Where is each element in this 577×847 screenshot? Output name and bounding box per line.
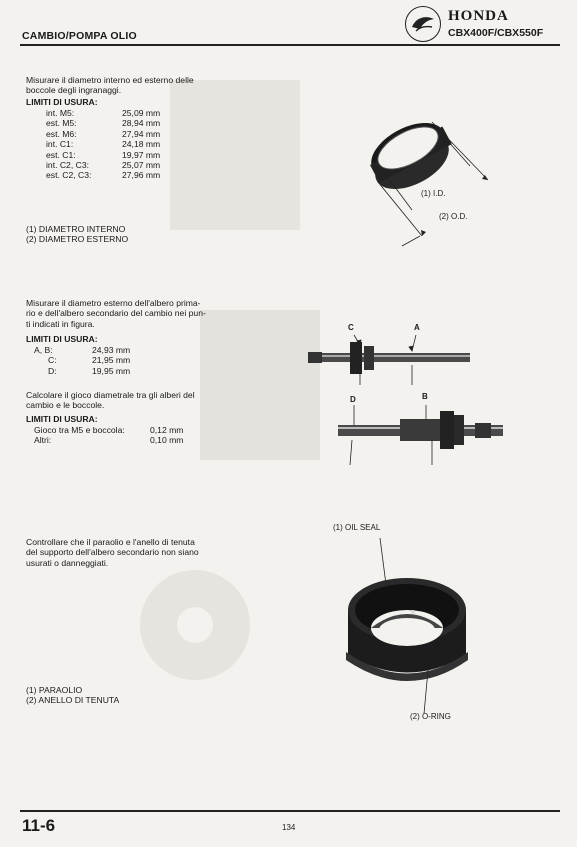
wear-limits-table <box>46 108 160 181</box>
table-row <box>34 355 130 365</box>
table-row <box>34 366 130 376</box>
instruction-line: Misurare il diametro interno ed esterno delle <box>26 75 194 85</box>
legend-item: (1) PARAOLIO <box>26 685 83 695</box>
limit-label: int. C1: <box>46 139 74 150</box>
page-number: 11-6 <box>22 816 56 835</box>
arrow-icon <box>482 175 488 180</box>
honda-wing-logo <box>405 6 441 42</box>
limit-value: 19,95 mm <box>92 365 131 376</box>
secondary-shaft <box>338 411 503 449</box>
limit-label: D: <box>48 365 57 376</box>
sheet-number: 134 <box>282 823 296 832</box>
clearance-limits-table <box>34 425 183 446</box>
table-row <box>34 435 183 445</box>
section2-instruction <box>26 298 206 329</box>
limits-title: LIMITI DI USURA: <box>26 414 98 424</box>
instruction-line: cambio e le boccole. <box>26 400 105 411</box>
instruction-line: boccole degli ingranaggi. <box>26 85 122 96</box>
table-row <box>34 425 183 435</box>
header-rule <box>20 44 560 46</box>
limit-value: 25,09 mm <box>122 108 161 118</box>
limit-label: est. M6: <box>46 128 77 139</box>
table-row <box>46 139 160 149</box>
figure-label-a: A <box>414 323 420 332</box>
table-row <box>46 170 160 180</box>
limits-title: LIMITI DI USURA: <box>26 97 98 107</box>
limit-value: 24,93 mm <box>92 345 131 355</box>
limit-label: est. C2, C3: <box>46 170 92 181</box>
legend-item: (2) ANELLO DI TENUTA <box>26 695 120 706</box>
model-name: CBX400F/CBX550F <box>448 27 544 39</box>
limit-value: 0,12 mm <box>150 425 184 435</box>
shafts-figure <box>300 315 515 490</box>
limit-value: 24,18 mm <box>122 139 161 150</box>
section3-instruction <box>26 537 199 568</box>
wing-icon <box>406 7 440 41</box>
figure-label-o-ring: (2) O-RING <box>410 712 451 721</box>
seal-holder-figure <box>340 530 480 720</box>
limit-value: 27,94 mm <box>122 128 161 139</box>
figure-label-b: B <box>422 392 428 401</box>
limits-title: LIMITI DI USURA: <box>26 334 98 344</box>
instruction-line: Misurare il diametro esterno dell'albero prima- <box>26 298 201 308</box>
section1-legend <box>26 224 128 245</box>
table-row <box>46 150 160 160</box>
limit-label: est. M5: <box>46 118 77 129</box>
table-row <box>34 345 130 355</box>
limit-value: 27,96 mm <box>122 170 161 181</box>
limit-label: int. M5: <box>46 108 75 118</box>
instruction-line: rio e dell'albero secondario del cambio nei pun- <box>26 308 206 319</box>
bushing-figure <box>360 100 510 250</box>
table-row <box>46 129 160 139</box>
limit-value: 19,97 mm <box>122 149 161 160</box>
table-row <box>46 108 160 118</box>
section2-calc <box>26 390 195 411</box>
limit-label: int. C2, C3: <box>46 160 89 171</box>
figure-label-id: (1) I.D. <box>421 189 446 198</box>
limit-value: 28,94 mm <box>122 118 161 129</box>
section3-legend <box>26 685 119 706</box>
instruction-line: ti indicati in figura. <box>26 318 95 329</box>
seal-holder <box>346 578 468 681</box>
limit-label: est. C1: <box>46 149 76 160</box>
figure-label-oil-seal: (1) OIL SEAL <box>333 523 381 532</box>
instruction-line: usurati o danneggiati. <box>26 557 109 568</box>
limit-label: Gioco tra M5 e boccola: <box>34 425 125 435</box>
section-title: CAMBIO/POMPA OLIO <box>22 30 137 42</box>
limit-value: 25,07 mm <box>122 160 161 171</box>
limit-label: C: <box>48 355 57 366</box>
legend-item: (2) DIAMETRO ESTERNO <box>26 234 129 245</box>
dimension-line <box>378 182 422 236</box>
figure-label-od: (2) O.D. <box>439 212 468 221</box>
instruction-line: del supporto dell'albero secondario non siano <box>26 547 199 558</box>
limit-value: 0,10 mm <box>150 435 184 446</box>
table-row <box>46 160 160 170</box>
dimension-line <box>402 236 420 246</box>
legend-item: (1) DIAMETRO INTERNO <box>26 224 126 234</box>
footer-rule <box>20 810 560 812</box>
bleed-through-gear <box>130 560 260 690</box>
figure-label-c: C <box>348 323 354 332</box>
bushing-ring <box>362 112 457 200</box>
primary-shaft <box>308 342 470 374</box>
shaft-limits-table <box>34 345 130 376</box>
instruction-line: Calcolare il gioco diametrale tra gli alberi del <box>26 390 195 400</box>
table-row <box>46 118 160 128</box>
limit-label: Altri: <box>34 435 52 446</box>
instruction-line: Controllare che il paraolio e l'anello di tenuta <box>26 537 195 547</box>
limit-value: 21,95 mm <box>92 355 131 366</box>
section1-instruction <box>26 75 194 96</box>
brand-name: HONDA <box>448 8 509 24</box>
figure-label-d: D <box>350 395 356 404</box>
limit-label: A, B: <box>34 345 53 355</box>
